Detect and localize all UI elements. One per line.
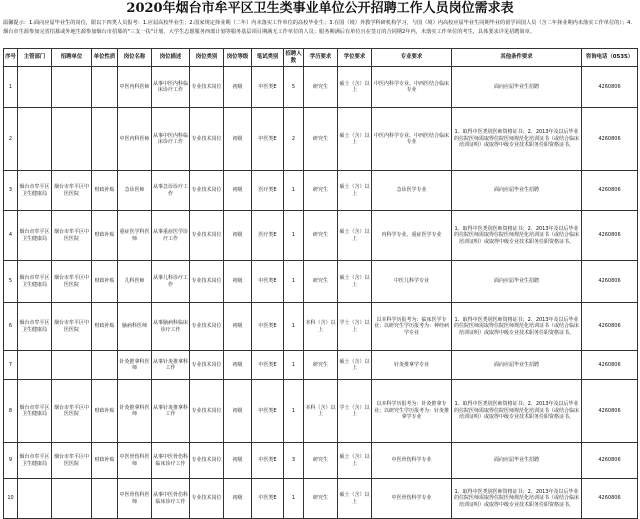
header-cell: 笔试类别 [252,49,284,67]
education-cell: 研究生 [304,171,338,211]
nature-cell: 财政补贴 [92,211,118,261]
post-description-cell: 从事针灸推拿科工作 [152,380,190,443]
post-description-cell: 从事中医内科临床诊疗工作 [152,67,190,108]
other-requirements-cell: 1、取得中医类别医师资格证书；2、2013年及以后毕业的住院医师需取得住院医师规范化培训证书（或结合临床培训证明）或取得中级专业技术职务任职资格证书。 [452,303,582,351]
header-cell: 招聘单位 [52,49,92,67]
headcount-cell: 1 [284,351,304,380]
department-cell: 烟台市牟平区卫生健康局 [18,171,52,211]
major-cell: 针灸推拿学专业 [372,351,452,380]
row-number: 6 [4,303,18,351]
table-row [4,261,638,303]
phone-cell: 4260806 [582,351,638,380]
degree-cell: 硕士（含）以上 [338,211,372,261]
notice-text: 温馨提示：1.面向应届毕业生的岗位，限以下四类人员报考：1.应届高校毕业生；2.国家规定择业期（二年）内未落实工作单位的高校毕业生；3.在国（境）外教学科研机构学习，与国（境）内高校应届毕业生同期毕业的留学回国人员（含二年择业期内未落实工作单位的）；4.烟台市生源参加完省招募或外地生源参加烟台市招募的"三支一扶"计划，大学生志愿服务西部计划等服务基层项目期满无工作单位的人员；服务期满后有单位且在签订的合同期2年内，未落实工作单位的考生，具体要求详见招聘简章。 [3,20,633,35]
header-cell: 岗位名称 [118,49,152,67]
post-name-cell: 中医骨伤科医师 [118,443,152,479]
headcount-cell: 1 [284,171,304,211]
nature-cell [92,67,118,108]
nature-cell: 财政补贴 [92,303,118,351]
header-cell: 岗位描述 [152,49,190,67]
other-requirements-cell: 1、取得中医类别医师资格证书；2、2013年及以后毕业的住院医师需取得住院医师规范化培训证书（或结合临床培训证明）或取得中级专业技术职务任职资格证书。 [452,479,582,519]
department-cell [18,479,52,519]
post-description-cell: 从事针灸推拿科工作 [152,351,190,380]
post-name-cell: 中医骨伤科医师 [118,479,152,519]
post-category-cell: 专业技术岗位 [190,171,224,211]
table-row [4,380,638,443]
major-cell: 中医儿科学专业 [372,261,452,303]
major-cell: 中医骨伤科学专业 [372,479,452,519]
major-cell: 急诊医学专业 [372,171,452,211]
header-cell: 主管部门 [18,49,52,67]
exam-type-cell: 中医类E [252,351,284,380]
post-description-cell: 从事急诊诊疗工作 [152,171,190,211]
exam-type-cell: 中医类E [252,303,284,351]
phone-cell: 4260806 [582,303,638,351]
table-row [4,211,638,261]
post-name-cell: 针灸推拿科医师 [118,351,152,380]
unit-cell: 烟台市牟平区中医医院 [52,261,92,303]
phone-cell: 4260806 [582,443,638,479]
post-name-cell: 儿科医师 [118,261,152,303]
table-row [4,303,638,351]
major-cell: 中医骨伤科学专业 [372,443,452,479]
document-title: 2020年烟台市牟平区卫生类事业单位公开招聘工作人员岗位需求表 [126,1,514,16]
headcount-cell: 1 [284,261,304,303]
table-row [4,351,638,380]
row-number: 2 [4,108,18,171]
unit-cell [52,479,92,519]
header-cell: 咨询电话（0535） [582,49,638,67]
post-category-cell: 专业技术岗位 [190,261,224,303]
headcount-cell: 3 [284,443,304,479]
row-number: 4 [4,211,18,261]
header-cell: 其他条件要求 [452,49,582,67]
row-number: 8 [4,380,18,443]
header-cell: 专业要求 [372,49,452,67]
nature-cell [92,108,118,171]
post-name-cell: 脑病科医师 [118,303,152,351]
row-number: 3 [4,171,18,211]
exam-type-cell: 中医类E [252,261,284,303]
post-description-cell: 从事中医内科临床诊疗工作 [152,108,190,171]
education-cell: 研究生 [304,108,338,171]
phone-cell: 4260806 [582,380,638,443]
unit-cell: 烟台市牟平区中医医院 [52,303,92,351]
headcount-cell: 1 [284,211,304,261]
post-level-cell: 初级 [224,171,252,211]
post-description-cell: 从事中医骨伤科临床诊疗工作 [152,479,190,519]
other-requirements-cell: 面向应届毕业生招聘 [452,171,582,211]
degree-cell: 学士（含）以上 [338,303,372,351]
headcount-cell: 5 [284,67,304,108]
phone-cell: 4260806 [582,479,638,519]
department-cell: 烟台市牟平区卫生健康局 [18,211,52,261]
exam-type-cell: 中医类E [252,479,284,519]
post-category-cell: 专业技术岗位 [190,108,224,171]
post-category-cell: 专业技术岗位 [190,303,224,351]
post-level-cell: 初级 [224,380,252,443]
headcount-cell: 1 [284,479,304,519]
header-cell: 单位性质 [92,49,118,67]
degree-cell: 硕士（含）以上 [338,443,372,479]
nature-cell: 财政补贴 [92,443,118,479]
degree-cell: 硕士（含）以上 [338,479,372,519]
major-cell: 中医内科学专业、中西医结合临床专业 [372,108,452,171]
degree-cell: 硕士（含）以上 [338,108,372,171]
degree-cell: 硕士（含）以上 [338,171,372,211]
unit-cell [52,108,92,171]
department-cell: 烟台市牟平区卫生健康局 [18,303,52,351]
other-requirements-cell: 面向应届毕业生招聘 [452,351,582,380]
post-level-cell: 初级 [224,108,252,171]
post-name-cell: 中医内科医师 [118,67,152,108]
education-cell: 研究生 [304,67,338,108]
major-cell: 以本科学历报考为：针灸推拿专业；以研究生学历报考为：针灸推拿学专业 [372,380,452,443]
table-row [4,67,638,108]
major-cell: 内科学专业、重症医学专业 [372,211,452,261]
table-header-row [4,49,638,67]
major-cell: 中医内科学专业、中西医结合临床专业 [372,67,452,108]
exam-type-cell: 中医类E [252,67,284,108]
row-number: 10 [4,479,18,519]
post-level-cell: 初级 [224,67,252,108]
headcount-cell: 1 [284,303,304,351]
nature-cell: 财政补贴 [92,380,118,443]
header-cell: 岗位等级 [224,49,252,67]
post-category-cell: 专业技术岗位 [190,380,224,443]
post-category-cell: 专业技术岗位 [190,211,224,261]
post-name-cell: 中医内科医师 [118,108,152,171]
post-name-cell: 针灸推拿科医师 [118,380,152,443]
table-row [4,108,638,171]
phone-cell: 4260806 [582,67,638,108]
post-description-cell: 从事重症医学诊疗工作 [152,211,190,261]
header-cell: 学位要求 [338,49,372,67]
post-level-cell: 初级 [224,211,252,261]
education-cell: 本科（含）以上 [304,380,338,443]
exam-type-cell: 医疗类E [252,211,284,261]
degree-cell: 硕士（含）以上 [338,261,372,303]
unit-cell: 烟台市牟平区中医医院 [52,211,92,261]
nature-cell [92,479,118,519]
header-cell: 招聘人数 [284,49,304,67]
education-cell: 研究生 [304,211,338,261]
post-description-cell: 从事脑病科临床诊疗工作 [152,303,190,351]
row-number: 9 [4,443,18,479]
phone-cell: 4260806 [582,108,638,171]
unit-cell: 烟台市牟平区中医医院 [52,380,92,443]
post-name-cell: 重症医学科医师 [118,211,152,261]
post-level-cell: 初级 [224,443,252,479]
headcount-cell: 1 [284,380,304,443]
nature-cell [92,351,118,380]
post-category-cell: 专业技术岗位 [190,67,224,108]
education-cell: 研究生 [304,443,338,479]
other-requirements-cell: 1、取得中医类别医师资格证书；2、2013年及以后毕业的住院医师需取得住院医师规范化培训证书（或结合临床培训证明）或取得中级专业技术职务任职资格证书。 [452,380,582,443]
other-requirements-cell: 1、取得中医类别医师资格证书；2、2013年及以后毕业的住院医师需取得住院医师规范化培训证书（或结合临床培训证明）或取得中级专业技术职务任职资格证书。 [452,108,582,171]
recruitment-table [3,48,638,519]
exam-type-cell: 中医类E [252,443,284,479]
row-number: 5 [4,261,18,303]
other-requirements-cell: 面向应届毕业生招聘 [452,443,582,479]
post-level-cell: 初级 [224,261,252,303]
phone-cell: 4260806 [582,171,638,211]
post-level-cell: 初级 [224,303,252,351]
education-cell: 本科（含）以上 [304,303,338,351]
phone-cell: 4260806 [582,261,638,303]
degree-cell: 硕士（含）以上 [338,351,372,380]
degree-cell: 学士（含）以上 [338,380,372,443]
unit-cell [52,67,92,108]
department-cell [18,67,52,108]
department-cell [18,108,52,171]
major-cell: 以本科学历报考为：临床医学专业；以研究生学历报考为：神经病学专业 [372,303,452,351]
exam-type-cell: 医疗类E [252,171,284,211]
nature-cell: 财政补贴 [92,261,118,303]
row-number: 7 [4,351,18,380]
header-cell: 岗位类别 [190,49,224,67]
other-requirements-cell: 面向应届毕业生招聘 [452,261,582,303]
post-description-cell: 从事儿科诊疗工作 [152,261,190,303]
exam-type-cell: 中医类E [252,108,284,171]
other-requirements-cell: 1、取得中医类别医师资格证书；2、2013年及以后毕业的住院医师需取得住院医师规范化培训证书（或结合临床培训证明）或取得中级专业技术职务任职资格证书。 [452,211,582,261]
department-cell: 烟台市牟平区卫生健康局 [18,380,52,443]
education-cell: 研究生 [304,261,338,303]
header-cell: 学历要求 [304,49,338,67]
post-category-cell: 专业技术岗位 [190,443,224,479]
unit-cell: 烟台市牟平区中医医院 [52,443,92,479]
post-level-cell: 初级 [224,351,252,380]
department-cell: 烟台市牟平区卫生健康局 [18,443,52,479]
post-description-cell: 从事中医骨伤科临床诊疗工作 [152,443,190,479]
exam-type-cell: 中医类E [252,380,284,443]
post-category-cell: 专业技术岗位 [190,479,224,519]
headcount-cell: 2 [284,108,304,171]
nature-cell: 财政补贴 [92,171,118,211]
education-cell: 研究生 [304,479,338,519]
unit-cell [52,351,92,380]
unit-cell: 烟台市牟平区中医医院 [52,171,92,211]
table-row [4,479,638,519]
degree-cell: 硕士（含）以上 [338,67,372,108]
department-cell: 烟台市牟平区卫生健康局 [18,261,52,303]
post-category-cell: 专业技术岗位 [190,351,224,380]
header-cell: 序号 [4,49,18,67]
post-level-cell: 初级 [224,479,252,519]
other-requirements-cell: 面向应届毕业生招聘 [452,67,582,108]
row-number: 1 [4,67,18,108]
education-cell: 研究生 [304,351,338,380]
table-row [4,171,638,211]
table-row [4,443,638,479]
phone-cell: 4260806 [582,211,638,261]
post-name-cell: 急诊医师 [118,171,152,211]
department-cell [18,351,52,380]
